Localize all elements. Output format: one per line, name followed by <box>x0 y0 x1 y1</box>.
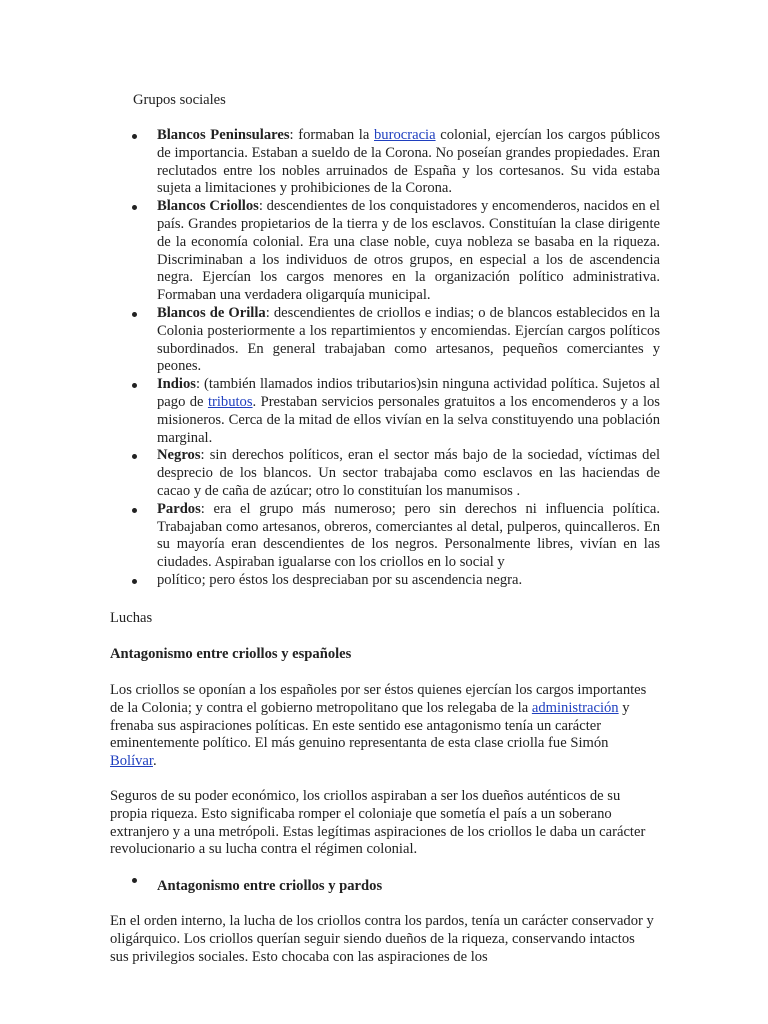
link-burocracia[interactable]: burocracia <box>374 127 436 143</box>
paragraph-text: y frenaba sus aspiraciones políticas. En este sentido ese antagonismo tenía un carácter eminentemente político. El más genuino representanta de esta clase criolla fue Simón <box>110 699 630 752</box>
list-item-blancos-criollos <box>110 198 660 305</box>
list-item-indios <box>110 376 660 447</box>
paragraph-orden-interno: En el orden interno, la lucha de los criollos contra los pardos, tenía un carácter conservador y oligárquico. Los criollos querían seguir siendo dueños de la riqueza, conservando intactos sus privilegios sociales. Esto chocaba con las aspiraciones de los <box>110 913 654 965</box>
term: Pardos <box>157 500 201 517</box>
item-text: político; pero éstos los despreciaban por su ascendencia negra. <box>157 571 523 588</box>
item-text: : descendientes de los conquistadores y encomenderos, nacidos en el país. Grandes propietarios de la tierra y de los esclavos. Constituían la clase dirigente de la economía colonial. Era una clase noble, cuya nobleza se basaba en la riqueza. Discriminaban a los individuos de otros grupos, en especial a los de ascendencia negra. Ejercían los cargos menores en la organización político administrativa. Formaban una verdadera oligarquía municipal. <box>157 198 660 304</box>
paragraph-antagonismo <box>110 682 650 771</box>
item-text: : (también llamados indios tributarios)sin ninguna actividad política. Sujetos al pago de <box>157 376 660 410</box>
paragraph-text: . <box>152 753 157 770</box>
term: Blancos de Orilla <box>157 304 266 321</box>
link-administracion[interactable]: administración <box>531 699 619 716</box>
term: Blancos Criollos <box>157 198 259 215</box>
section-title-grupos: Grupos sociales <box>133 92 226 108</box>
link-bolivar[interactable]: Bolívar <box>110 753 153 770</box>
term: Negros <box>157 447 201 464</box>
item-text: : descendientes de criollos e indias; o de blancos establecidos en la Colonia posteriormente a los repartimientos y encomiendas. Ejercían cargos políticos subordinados. En general trabajaban como artesanos, pequeños comerciantes y peones. <box>157 304 660 375</box>
list-item-continuation <box>110 572 660 590</box>
list-item-blancos-de-orilla <box>110 305 660 376</box>
list-item-blancos-peninsulares <box>110 127 660 198</box>
link-tributos[interactable]: tributos <box>207 393 253 410</box>
item-text: : sin derechos políticos, eran el sector más bajo de la sociedad, víctimas del desprecio de los blancos. Un sector trabajaba como esclavos en las haciendas de cacao y de caña de azúcar; otro lo constituían los manumisos . <box>157 447 660 499</box>
grupos-list <box>110 127 660 590</box>
paragraph-text: Los criollos se oponían a los españoles por ser éstos quienes ejercían los cargos importantes de la Colonia; y contra el gobierno metropolitano que los relegaba de la <box>110 682 647 716</box>
heading-criollos-pardos <box>157 878 382 896</box>
heading-text: Antagonismo entre criollos y españoles <box>110 646 352 662</box>
item-text: : era el grupo más numeroso; pero sin derechos ni influencia política. Trabajaban como artesanos, obreros, comerciantes al detal, pulperos, quincalleros. En su mayoría eran descendientes de los negros. Personalmente libres, vivían en las ciudades. Aspiraban igualarse con los criollos en lo social y <box>157 500 660 571</box>
term: Indios <box>157 376 196 393</box>
bullet-icon <box>132 878 137 883</box>
item-text: . Prestaban servicios personales gratuitos a los encomenderos y a los misioneros. Cerca de la mitad de ellos vivían en la selva constituyendo una población marginal. <box>157 393 660 446</box>
list-item-negros <box>110 447 660 500</box>
list-item-pardos <box>110 501 660 572</box>
term: Blancos Peninsulares <box>157 127 290 143</box>
heading-text: Antagonismo entre criollos y pardos <box>157 878 383 894</box>
item-text: : formaban la <box>289 127 374 143</box>
heading-criollos-espanoles <box>110 646 351 664</box>
item-text: colonial, ejercían los cargos públicos de importancia. Estaban a sueldo de la Corona. No poseían grandes propiedades. Eran reclutados entre los nobles arruinados de España y los cortesanos. Su vida estaba sujeta a limitaciones y prohibiciones de la Corona. <box>157 127 660 197</box>
paragraph-poder-economico: Seguros de su poder económico, los criollos aspiraban a ser los dueños auténticos de su propia riqueza. Esto significaba romper el coloniaje que sometía el país a un soberano extranjero y a una metrópoli. Estas legítimas aspiraciones de los criollos le daba un carácter revolucionario a su lucha contra el régimen colonial. <box>110 788 646 858</box>
section-title-luchas: Luchas <box>110 610 153 626</box>
